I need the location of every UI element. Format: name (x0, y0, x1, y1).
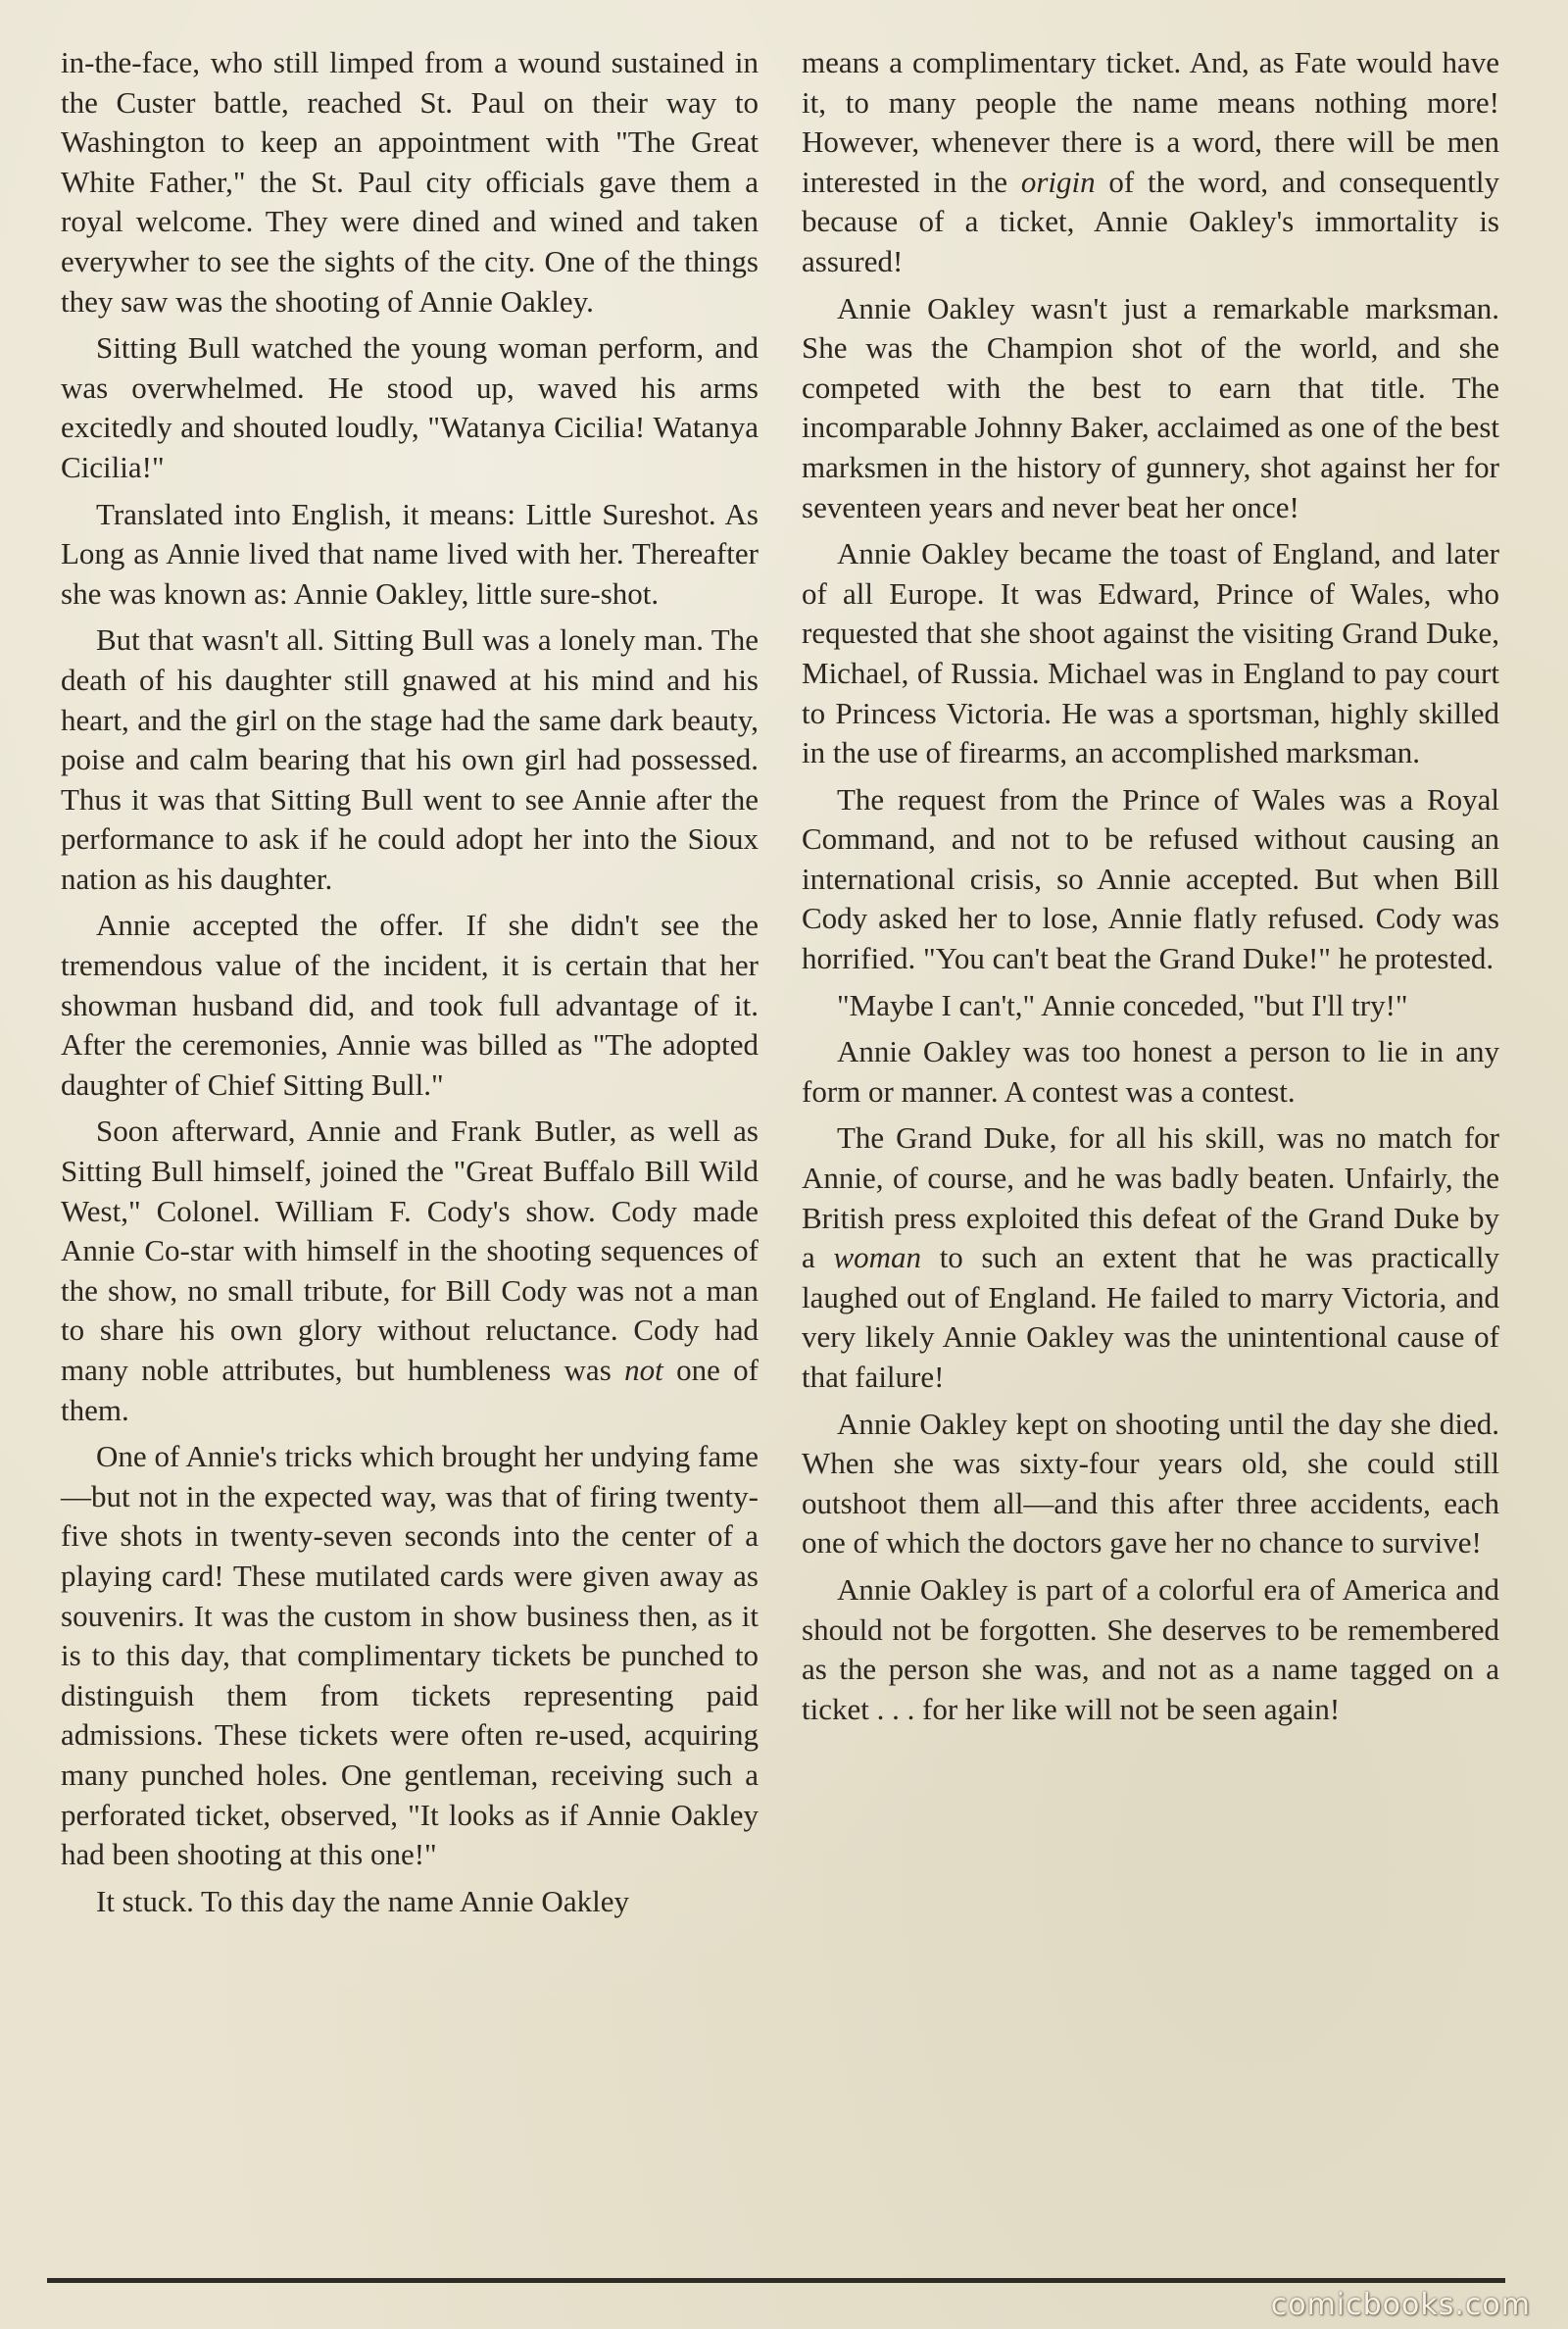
paragraph (802, 1118, 1499, 1397)
paragraph-text: of the word, and consequently because of a ticket, Annie Oakley's immortality is assured! (802, 164, 1499, 278)
right-column (802, 43, 1499, 1736)
paragraph: Annie Oakley kept on shooting until the day she died. When she was sixty-four years old, she could still outshoot them all—and this after three accidents, each one of which the doctors gave her no chance to survive! (802, 1406, 1499, 1561)
paragraph: Annie Oakley was too honest a person to lie in any form or manner. A contest was a contest. (802, 1034, 1499, 1109)
paragraph: But that wasn't all. Sitting Bull was a lonely man. The death of his daughter still gnawed at his mind and his heart, and the girl on the stage had the same dark beauty, poise and calm bearing that his own girl had possessed. Thus it was that Sitting Bull went to see Annie after the performance to ask if he could adopt her into the Sioux nation as his daughter. (61, 622, 759, 896)
paragraph (802, 43, 1499, 282)
paragraph: The request from the Prince of Wales was a Royal Command, and not to be refused without causing an international crisis, so Annie accepted. But when Bill Cody asked her to lose, Annie flatly refused. Cody was horrified. "You can't beat the Grand Duke!" he protested. (802, 781, 1499, 976)
watermark: comicbooks.com (1270, 2288, 1531, 2322)
paragraph: Sitting Bull watched the young woman perform, and was overwhelmed. He stood up, waved his arms excitedly and shouted loudly, "Watanya Cicilia! Watanya Cicilia!" (61, 330, 759, 484)
paragraph: Annie Oakley is part of a colorful era of America and should not be forgotten. She deserves to be remembered as the person she was, and not as a name tagged on a ticket . . . for her like will not be seen again! (802, 1571, 1499, 1726)
paragraph-text: one of them. (61, 1353, 760, 1427)
paragraph: One of Annie's tricks which brought her undying fame—but not in the expected way, was that of firing twenty-five shots in twenty-seven seconds into the center of a playing card! These mutilated cards were given away as souvenirs. It was the custom in show business then, as it is to this day, that complimentary tickets be punched to distinguish them from tickets representing paid admissions. These tickets were often re-used, acquiring many punched holes. One gentleman, receiving such a perforated ticket, observed, "It looks as if Annie Oakley had been shooting at this one!" (61, 1439, 759, 1872)
paragraph: "Maybe I can't," Annie conceded, "but I'll try!" (837, 987, 1408, 1022)
paragraph: Annie Oakley became the toast of England, and later of all Europe. It was Edward, Prince of Wales, who requested that she shoot against the visiting Grand Duke, Michael, of Russia. Michael was in England to pay court to Princess Victoria. He was a sportsman, highly skilled in the use of firearms, an accomplished marksman. (802, 536, 1499, 770)
paragraph-text: means a complimentary ticket. And, as Fate would have it, to many people the name means nothing more! However, whenever there is a word, there will be men interested in the (802, 45, 1499, 199)
emphasis-text: not (624, 1353, 663, 1387)
paragraph: Translated into English, it means: Little Sureshot. As Long as Annie lived that name lived with her. Thereafter she was known as: Annie Oakley, little sure-shot. (61, 496, 759, 611)
paragraph-text: to such an extent that he was practically laughed out of England. He failed to marry Victoria, and very likely Annie Oakley was the unintentional cause of that failure! (802, 1240, 1500, 1394)
paragraph (61, 1112, 759, 1430)
paragraph-text: The Grand Duke, for all his skill, was no match for Annie, of course, and he was badly beaten. Unfairly, the British press exploited this defeat of the Grand Duke by a (802, 1120, 1499, 1275)
emphasis-text: woman (833, 1240, 922, 1275)
paragraph: It stuck. To this day the name Annie Oakley (96, 1883, 629, 1918)
paragraph: Annie accepted the offer. If she didn't see the tremendous value of the incident, it is certain that her showman husband did, and took full advantage of it. After the ceremonies, Annie was billed as "The adopted daughter of Chief Sitting Bull." (61, 908, 759, 1102)
paragraph-text: Soon afterward, Annie and Frank Butler, as well as Sitting Bull himself, joined the "Great Buffalo Bill Wild West," Colonel. William F. Cody's show. Cody made Annie Co-star with himself in the shooting sequences of the show, no small tribute, for Bill Cody was not a man to share his own glory without reluctance. Cody had many noble attributes, but humbleness was (61, 1114, 759, 1387)
left-column (61, 43, 759, 1928)
bottom-rule (47, 2278, 1505, 2283)
paragraph: Annie Oakley wasn't just a remarkable marksman. She was the Champion shot of the world, and she competed with the best to earn that title. The incomparable Johnny Baker, acclaimed as one of the best marksmen in the history of gunnery, shot against her for seventeen years and never beat her once! (802, 290, 1499, 524)
paragraph: in-the-face, who still limped from a wound sustained in the Custer battle, reached St. Paul on their way to Washington to keep an appointment with "The Great White Father," the St. Paul city officials gave them a royal welcome. They were dined and wined and taken everywher to see the sights of the city. One of the things they saw was the shooting of Annie Oakley. (61, 45, 759, 319)
emphasis-text: origin (1020, 164, 1096, 199)
